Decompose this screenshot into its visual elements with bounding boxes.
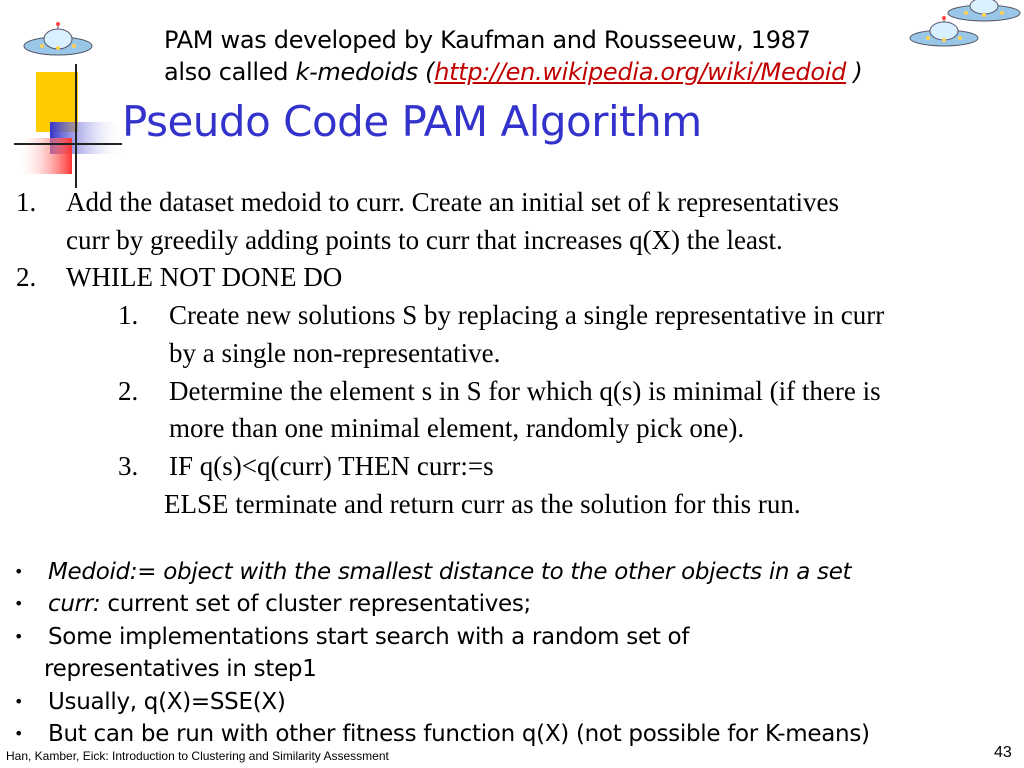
step-number: 1. (16, 187, 37, 217)
intro-line-2: also called k-medoids (http://en.wikipedia.org/wiki/Medoid ) (164, 58, 863, 86)
step-text: Create new solutions S by replacing a single representative in curr (169, 300, 885, 331)
bullet-marker: • (14, 626, 24, 646)
decorative-logo (10, 60, 130, 190)
step-number: 2. (16, 262, 37, 293)
ufo-icon (946, 0, 1022, 24)
intro-text (164, 24, 862, 88)
step-text: Determine the element s in S for which q(s) is minimal (if there is (169, 375, 881, 406)
step-text: curr by greedily adding points to curr that increases q(X) the least. (66, 224, 783, 255)
step-number: 1. (118, 300, 139, 331)
step-text: WHILE NOT DONE DO (66, 262, 343, 293)
bullet-marker: • (14, 691, 24, 711)
bullet-marker: • (14, 724, 24, 743)
step-text: Add the dataset medoid to curr. Create an initial set of k representatives (66, 187, 839, 217)
step-number: 2. (118, 375, 139, 406)
slide-title: Pseudo Code PAM Algorithm (122, 97, 702, 146)
page-number: 43 (994, 744, 1012, 761)
step-text: by a single non-representative. (169, 337, 501, 368)
bullet-marker: • (14, 594, 24, 614)
step-text: more than one minimal element, randomly pick one). (169, 413, 745, 444)
intro-line-1: PAM was developed by Kaufman and Rousseeuw, 1987 (164, 26, 811, 54)
bullet-marker: • (14, 562, 24, 581)
slide-footer: Han, Kamber, Eick: Introduction to Clustering and Similarity Assessment (6, 749, 389, 763)
wikipedia-medoid-link[interactable]: http://en.wikipedia.org/wiki/Medoid (434, 58, 847, 86)
ufo-icon (22, 22, 94, 62)
step-text: ELSE terminate and return curr as the solution for this run. (164, 488, 801, 519)
step-text: IF q(s)<q(curr) THEN curr:=s (169, 450, 494, 481)
k-medoids-term: k-medoids (295, 58, 418, 86)
step-number: 3. (118, 450, 139, 481)
